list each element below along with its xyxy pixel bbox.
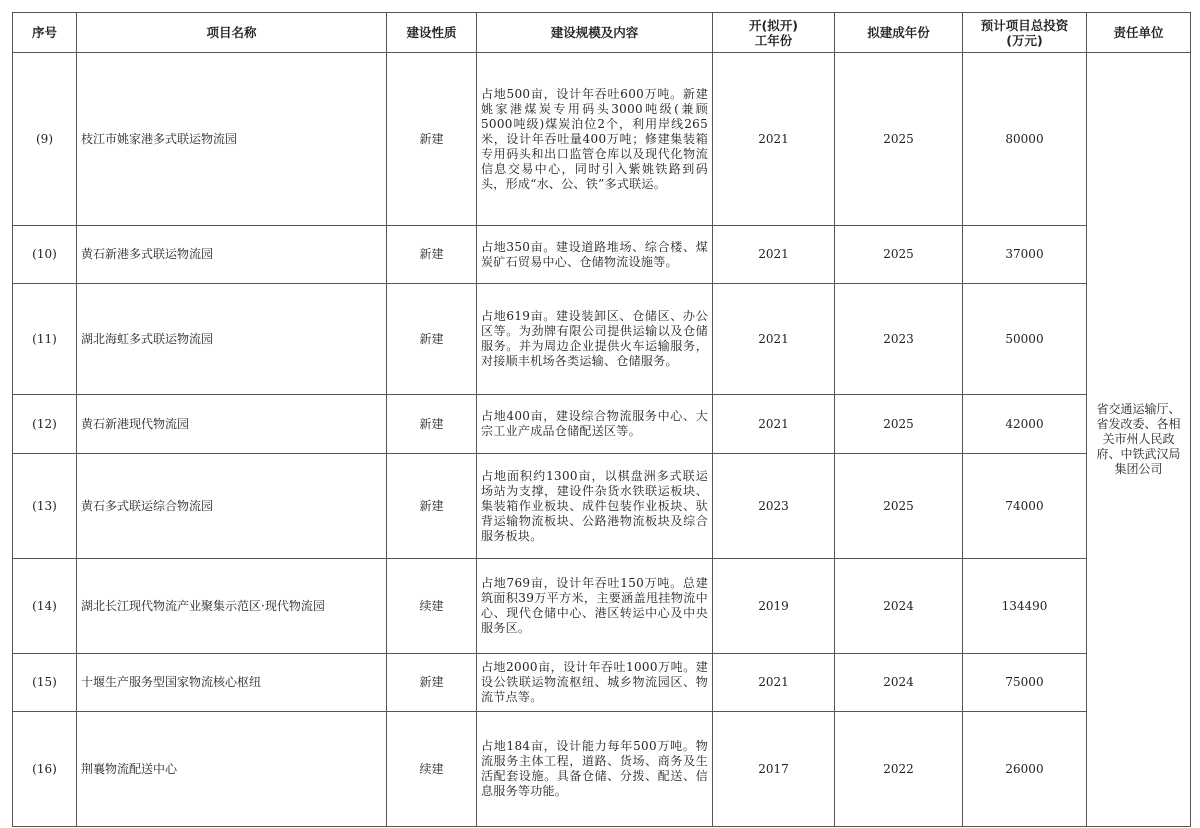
row-end-year: 2024 bbox=[835, 654, 963, 712]
header-invest-line2: (万元) bbox=[1006, 32, 1043, 48]
row-name: 湖北海虹多式联运物流园 bbox=[77, 284, 387, 395]
row-scale: 占地2000亩，设计年吞吐1000万吨。建设公铁联运物流枢纽、城乡物流园区、物流节点等。 bbox=[477, 654, 713, 712]
row-end-year: 2024 bbox=[835, 559, 963, 654]
row-no: (14) bbox=[13, 559, 77, 654]
row-start-year: 2019 bbox=[713, 559, 835, 654]
row-scale: 占地619亩。建设装卸区、仓储区、办公区等。为劲牌有限公司提供运输以及仓储服务。并为周边企业提供火车运输服务，对接顺丰机场各类运输、仓储服务。 bbox=[477, 284, 713, 395]
row-nature: 续建 bbox=[387, 712, 477, 827]
row-no: (11) bbox=[13, 284, 77, 395]
row-end-year: 2025 bbox=[835, 53, 963, 226]
row-investment: 50000 bbox=[963, 284, 1087, 395]
row-scale: 占地400亩，建设综合物流服务中心、大宗工业产成品仓储配送区等。 bbox=[477, 395, 713, 454]
row-scale: 占地350亩。建设道路堆场、综合楼、煤炭矿石贸易中心、仓储物流设施等。 bbox=[477, 226, 713, 284]
header-name: 项目名称 bbox=[77, 13, 387, 53]
table-row bbox=[13, 395, 1191, 454]
header-investment bbox=[963, 13, 1087, 53]
row-nature: 新建 bbox=[387, 395, 477, 454]
row-scale: 占地769亩，设计年吞吐150万吨。总建筑面积39万平方米，主要涵盖甩挂物流中心、现代仓储中心、港区转运中心及中央服务区。 bbox=[477, 559, 713, 654]
row-end-year: 2025 bbox=[835, 226, 963, 284]
row-start-year: 2021 bbox=[713, 654, 835, 712]
row-investment: 42000 bbox=[963, 395, 1087, 454]
row-nature: 新建 bbox=[387, 454, 477, 559]
row-no: (13) bbox=[13, 454, 77, 559]
row-name: 黄石多式联运综合物流园 bbox=[77, 454, 387, 559]
row-name: 荆襄物流配送中心 bbox=[77, 712, 387, 827]
row-investment: 74000 bbox=[963, 454, 1087, 559]
row-name: 黄石新港多式联运物流园 bbox=[77, 226, 387, 284]
row-name: 湖北长江现代物流产业聚集示范区·现代物流园 bbox=[77, 559, 387, 654]
row-name: 十堰生产服务型国家物流核心枢纽 bbox=[77, 654, 387, 712]
row-scale: 占地面积约1300亩，以棋盘洲多式联运场站为支撑，建设件杂货水铁联运板块、集装箱作业板块、成件包装作业板块、驮背运输物流板块、公路港物流板块及综合服务板块。 bbox=[477, 454, 713, 559]
row-end-year: 2022 bbox=[835, 712, 963, 827]
table-row bbox=[13, 654, 1191, 712]
header-no: 序号 bbox=[13, 13, 77, 53]
row-investment: 80000 bbox=[963, 53, 1087, 226]
row-start-year: 2021 bbox=[713, 226, 835, 284]
header-scale: 建设规模及内容 bbox=[477, 13, 713, 53]
row-end-year: 2023 bbox=[835, 284, 963, 395]
responsible-unit: 省交通运输厅、省发改委、各相关市州人民政府、中铁武汉局集团公司 bbox=[1087, 53, 1191, 827]
row-start-year: 2021 bbox=[713, 395, 835, 454]
row-nature: 新建 bbox=[387, 654, 477, 712]
table-header-row bbox=[13, 13, 1191, 53]
header-end-year: 拟建成年份 bbox=[835, 13, 963, 53]
row-start-year: 2021 bbox=[713, 284, 835, 395]
header-responsible: 责任单位 bbox=[1087, 13, 1191, 53]
row-investment: 37000 bbox=[963, 226, 1087, 284]
row-no: (15) bbox=[13, 654, 77, 712]
row-end-year: 2025 bbox=[835, 395, 963, 454]
table-row bbox=[13, 559, 1191, 654]
header-nature: 建设性质 bbox=[387, 13, 477, 53]
row-end-year: 2025 bbox=[835, 454, 963, 559]
row-no: (12) bbox=[13, 395, 77, 454]
header-start-line2: 工年份 bbox=[754, 32, 793, 48]
row-start-year: 2021 bbox=[713, 53, 835, 226]
table-row bbox=[13, 226, 1191, 284]
project-table bbox=[12, 12, 1191, 827]
row-no: (16) bbox=[13, 712, 77, 827]
row-name: 黄石新港现代物流园 bbox=[77, 395, 387, 454]
row-no: (9) bbox=[13, 53, 77, 226]
row-scale: 占地184亩，设计能力每年500万吨。物流服务主体工程，道路、货场、商务及生活配套设施。具备仓储、分拨、配送、信息服务等功能。 bbox=[477, 712, 713, 827]
row-scale: 占地500亩，设计年吞吐600万吨。新建姚家港煤炭专用码头3000吨级(兼顾5000吨级)煤炭泊位2个，利用岸线265米，设计年吞吐量400万吨；修建集装箱专用码头和出口监管仓库以及现代化物流信息交易中心，同时引入紫姚铁路到码头，形成“水、公、铁”多式联运。 bbox=[477, 53, 713, 226]
row-nature: 新建 bbox=[387, 284, 477, 395]
row-investment: 134490 bbox=[963, 559, 1087, 654]
row-investment: 26000 bbox=[963, 712, 1087, 827]
row-start-year: 2023 bbox=[713, 454, 835, 559]
row-investment: 75000 bbox=[963, 654, 1087, 712]
row-no: (10) bbox=[13, 226, 77, 284]
row-nature: 续建 bbox=[387, 559, 477, 654]
table-row bbox=[13, 454, 1191, 559]
header-invest-line1: 预计项目总投资 bbox=[980, 17, 1069, 33]
table-row bbox=[13, 712, 1191, 827]
row-start-year: 2017 bbox=[713, 712, 835, 827]
row-nature: 新建 bbox=[387, 226, 477, 284]
table-row bbox=[13, 284, 1191, 395]
row-nature: 新建 bbox=[387, 53, 477, 226]
table-row bbox=[13, 53, 1191, 226]
row-name: 枝江市姚家港多式联运物流园 bbox=[77, 53, 387, 226]
header-start-line1: 开(拟开) bbox=[749, 17, 798, 33]
header-start-year bbox=[713, 13, 835, 53]
